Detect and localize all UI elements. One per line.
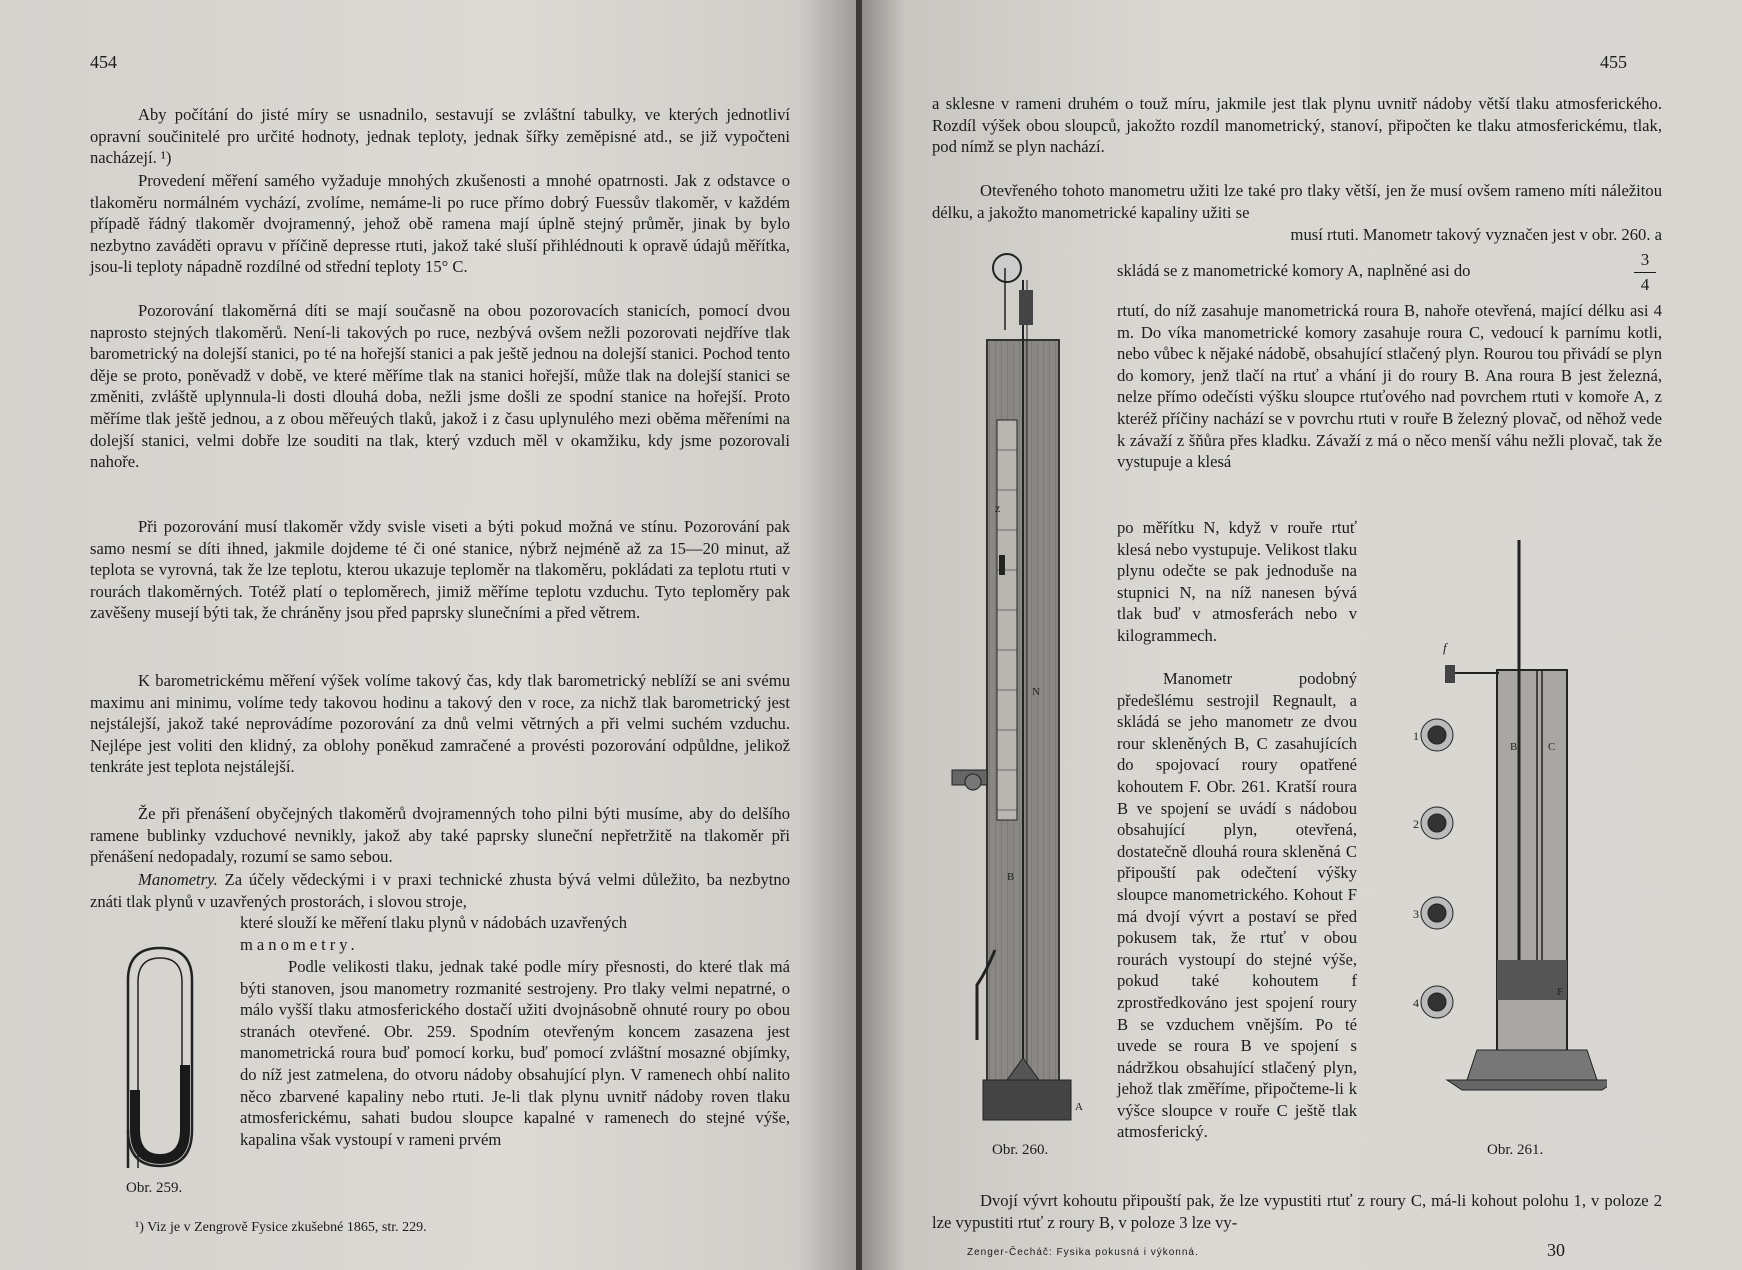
footnote: ¹) Viz je v Zengrově Fysice zkušebné 1865, str. 229. [135,1220,427,1235]
page-number: 455 [1600,52,1627,72]
paragraph-5: K barometrickému měření výšek volíme takový čas, kdy tlak barometrický neblíží se ani svému maximu ani minimu, volíme tedy takovou hodinu a takový den v roce, za nichž tlak barometrický jest nejstálejší, jakož také neprovádíme pozorování za dnů velmi větrných a při velmi suchém vzduchu. Nejlépe jest voliti den klidný, za oblohy poněkud zamračené a provésti pozorování odpůldne, jelikož tenkráte jest teplota nejstálejší. [90,671,790,777]
figure-259-u-tube [110,940,215,1170]
manometry-text-a: Za účely vědeckými i v praxi technické zhusta bývá velmi důležito, ba nezbytno znáti tlak plynů v uzavřených prostorách, i slovou stroje, [90,870,790,911]
paragraph-2: Provedení měření samého vyžaduje mnohých zkušenosti a mnohé opatrnosti. Jak z odstavce o tlakoměru normálném vychází, zvolíme, nemáme-li po ruce přímo dobrý Fuessův tlakoměr, v každém případě řádný tlakoměr dvojramenný, jehož obě ramena mají úplně stejný průměr, jinak by bylo nezbytno zaváděti opravu v příčině depresse rtuti, jakož také sluší přihlédnouti k opravě údajů měřítka, jsou-li teploty nápadně rozdílné od střední teploty 15° C. [90,171,790,277]
paragraph-4: Při pozorování musí tlakoměr vždy svisle viseti a býti pokud možná ve stínu. Pozorování pak samo nesmí se díti ihned, jakmile dojdeme té či oné stanice, nýbrž nejméně až za 15—20 minut, až teplota se vyrovná, tak že lze teplotu, kterou ukazuje teploměr na tlakoměru, pokládati za teplotu rtuti v rourách tlakoměrných. Totéž platí o teploměrech, jimiž měříme teplotu vzduchu. Tyto teploměry pak zavěšeny musejí býti tak, že chráněny jsou před paprsky slunečními a před větrem. [90,517,790,623]
paragraph-2c: skládá se z manometrické komory A, naplněné asi do [1117,261,1471,280]
paragraph-2a: Otevřeného tohoto manometru užiti lze také pro tlaky větší, jen že musí ovšem rameno míti náležitou délku, a jakožto manometrické kapaliny užiti se [932,181,1662,222]
fig260-label-a: A [1075,1101,1083,1113]
paragraph-4: Dvojí vývrt kohoutu připouští pak, že lze vypustiti rtuť z roury C, má-li kohout polohu 1, v poloze 2 lze vypustiti rtuť z roury B, v poloze 3 lze vy- [932,1191,1662,1232]
fig261-label-4: 4 [1413,996,1419,1010]
fig260-label-z: z [995,501,1001,515]
manometry-word: manometry. [240,935,359,954]
paragraph-7: Podle velikosti tlaku, jednak také podle míry přesnosti, do které tlak má býti stanoven, jsou manometry rozmanité sestrojeny. Pro tlaky velmi nepatrné, o málo vyšší tlaku atmosferického dostačí užiti dvojnásobně ohnuté roury po obou stranách otevřené. Obr. 259. Spodním otevřeným koncem zasazena jest manometrická roura buď pomocí korku, buď pomocí zvláštní mosazné objímky, do níž jest zatmelena, do otvoru nádoby obsahující plyn. V ramenech ohbí nalito něco zbarvené kapaliny nebo rtuti. Je-li tlak plynu uvnitř nádoby roven tlaku atmosferickému, sahati budou sloupce kapalné v ramenech do stejné výše, kapalina však vystoupí v rameni prvém [240,957,790,1149]
figure-260-caption: Obr. 260. [992,1142,1049,1158]
fig261-label-3: 3 [1413,907,1419,921]
fraction-bar [1634,272,1656,273]
paragraph-3: Pozorování tlakoměrná díti se mají současně na obou pozorovacích stanicích, pomocí dvou naprosto stejných tlakoměrů. Není-li takových po ruce, nezbývá ovšem nežli pozorovati nejdříve tlak barometrický na dolejší stanici, po té na hořejší stanici a pak ještě jednou na dolejší stanici. Pochod tento děje se proto, poněvadž v době, ve které měříme tlak na stanici hořejší, může tlak na dolejší stanici se změniti, zvláště uplynnula-li dosti dlouhá doba, nežli jsme došli ze spodní stanice na hořejší. Proto měříme tlak ještě jednou, a z obou měřeuých tlaků, jakož i z času uplynulého mezi oběma měřeními na dolejší stanici, velmi dobře lze souditi na tlak, který vzduch měl v okamžiku, kdy jsme pozorovali nahoře. [90,301,790,472]
page-number: 454 [90,52,117,72]
fig261-label-c: C [1548,741,1556,753]
fig261-label-1: 1 [1413,729,1419,743]
right-page [862,0,1742,1270]
figure-260-manometer [947,250,1107,1130]
fig261-label-2: 2 [1413,817,1419,831]
figure-261-regnault-manometer [1407,540,1607,1130]
fig261-label-b: B [1510,741,1518,753]
running-footer: Zenger-Čecháč: Fysika pokusná i výkonná. [967,1247,1199,1258]
fig260-label-b: B [1007,871,1015,883]
figure-261-caption: Obr. 261. [1487,1142,1544,1158]
fig261-label-ff: F [1557,986,1564,998]
fraction-three-quarters [1634,250,1656,295]
fraction-numerator: 3 [1640,250,1650,269]
fig261-label-f: f [1443,640,1447,655]
paragraph-6: Že při přenášení obyčejných tlakoměrů dvojramenných toho pilni býti musíme, aby do delšího ramene bublinky vzduchové nevnikly, jakož aby také paprsky sluneční nepřetržitě na tlakoměr při přenášení nedopadaly, rozumí se samo sebou. [90,804,790,867]
fig260-label-n: N [1032,686,1040,698]
manometry-paragraph [90,869,790,912]
figure-259-caption: Obr. 259. [126,1180,183,1196]
signature-mark: 30 [1547,1240,1565,1260]
paragraph-2b: musí rtuti. Manometr takový vyznačen jest v obr. 260. a [1290,225,1662,244]
paragraph-2d: rtutí, do níž zasahuje manometrická roura B, nahoře otevřená, mající délku asi 4 m. Do víka manometrické komory zasahuje roura C, vedoucí k parnímu kotli, nebo vůbec k nějaké nádobě, obsahující stlačený plyn. Rourou tou přivádí se plyn do komory, jenž tlačí na rtuť a vhání ji do roury B. Ana roura B jest železná, nelze přímo odečísti výšku sloupce rtuťového nad povrchem rtuti v komoře A, z kteréž příčiny nachází se v povrchu rtuti v rouře B železný plovač, od něhož vede k závaží z šňůra přes kladku. Závaží z má o něco menší váhu nežli plovač, tak že vystupuje a klesá [1117,301,1662,472]
paragraph-2e: po měřítku N, když v rouře rtuť klesá nebo vystupuje. Velikost tlaku plynu odečte se pak jednoduše na stupnici N, na níž nanesen bývá tlak buď v atmosferách nebo v kilogrammech. [1117,518,1357,645]
paragraph-1: Aby počítání do jisté míry se usnadnilo, sestavují se zvláštní tabulky, ve kterých jednotliví opravní součinitelé pro určité hodnoty, jednak teploty, jednak šířky zeměpisné atd., se již vypočteni nacházejí. ¹) [90,105,790,168]
paragraph-3: Manometr podobný předešlému sestrojil Regnault, a skládá se jeho manometr ze dvou rour skleněných B, C zasahujících do spojovací roury opatřené kohoutem F. Obr. 261. Kratší roura B ve spojení se uvádí s nádobou obsahující plyn, otevřená, dostatečně dlouhá roura skleněná C připouští pak odečtení výšky sloupce manometrického. Kohout F má dvojí vývrt a postaví se před pokusem tak, že rtuť v obou rourách vystoupí do stejné výše, pokud také kohoutem f zprostředkováno jest spojení roury B se vzduchem vnějším. Po té uvede se roura B ve spojení s nádržkou obsahující stlačený plyn, jehož tlak změříme, připočteme-li k výšce sloupce v rouře C ještě tlak atmosferický. [1117,669,1357,1142]
paragraph-1: a sklesne v rameni druhém o touž míru, jakmile jest tlak plynu uvnitř nádoby větší tlaku atmosferického. Rozdíl výšek obou sloupců, jakožto rozdíl manometrický, stanoví, připočten ke tlaku atmosferickému, tlak, pod nímž se plyn nachází. [932,94,1662,157]
manometry-text-b: které slouží ke měření tlaku plynů v nádobách uzavřených [240,913,628,932]
fraction-denominator: 4 [1640,275,1650,294]
manometry-heading: Manometry. [138,870,218,889]
left-page [0,0,858,1270]
